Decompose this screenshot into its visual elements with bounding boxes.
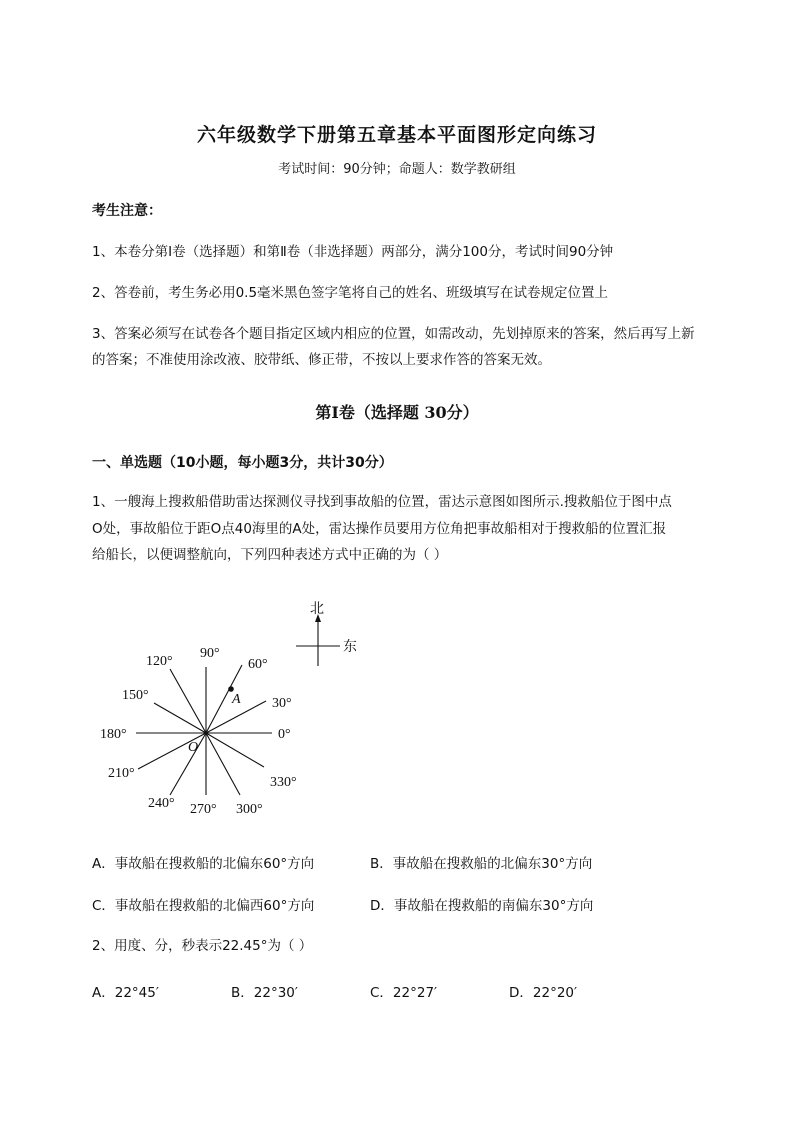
question-2-option-a: A．22°45′ <box>92 985 159 1001</box>
compass-north-label: 北 <box>310 601 324 617</box>
ray-120 <box>170 669 206 733</box>
exam-info: 考试时间：90分钟；命题人：数学教研组 <box>278 162 516 177</box>
section-title: 第Ⅰ卷（选择题 30分） <box>315 403 479 422</box>
question-2-option-c: C．22°27′ <box>370 985 438 1001</box>
notice-item-3-line-1: 3、答案必须写在试卷各个题目指定区域内相应的位置，如需改动，先划掉原来的答案，然后再写上新 <box>92 326 695 342</box>
notice-item-3-line-2: 的答案；不准使用涂改液、胶带纸、修正带，不按以上要求作答的答案无效。 <box>92 352 551 368</box>
notice-item-1: 1、本卷分第Ⅰ卷（选择题）和第Ⅱ卷（非选择题）两部分，满分100分，考试时间90分钟 <box>92 244 614 260</box>
compass-indicator <box>290 600 370 670</box>
label-60: 60° <box>248 657 268 672</box>
ray-150 <box>154 703 206 733</box>
page-title: 六年级数学下册第五章基本平面图形定向练习 <box>196 124 597 146</box>
notice-heading: 考生注意： <box>92 203 162 219</box>
question-1-option-a: A．事故船在搜救船的北偏东60°方向 <box>92 856 315 872</box>
question-2-option-d: D．22°20′ <box>509 985 578 1001</box>
notice-item-2: 2、答卷前，考生务必用0.5毫米黑色签字笔将自己的姓名、班级填写在试卷规定位置上 <box>92 285 609 301</box>
label-330: 330° <box>270 775 297 790</box>
label-210: 210° <box>108 766 135 781</box>
label-120: 120° <box>146 654 173 669</box>
label-150: 150° <box>122 688 149 703</box>
label-90: 90° <box>200 646 220 661</box>
question-1-line-3: 给船长，以便调整航向，下列四种表述方式中正确的为（ ） <box>92 547 448 563</box>
label-point-o: O <box>188 740 199 755</box>
label-270: 270° <box>190 802 217 817</box>
label-240: 240° <box>148 796 175 811</box>
question-2-option-b: B．22°30′ <box>231 985 298 1001</box>
compass-east-label: 东 <box>343 639 357 655</box>
label-30: 30° <box>272 696 292 711</box>
question-1-option-c: C．事故船在搜救船的北偏西60°方向 <box>92 898 315 914</box>
label-point-a: A <box>232 692 241 707</box>
part-heading: 一、单选题（10小题，每小题3分，共计30分） <box>92 455 393 471</box>
ray-300 <box>206 733 240 795</box>
label-300: 300° <box>236 802 263 817</box>
question-1-line-1: 1、一艘海上搜救船借助雷达探测仪寻找到事故船的位置，雷达示意图如图所示.搜救船位于图中点 <box>92 494 672 510</box>
point-a-marker <box>228 686 234 692</box>
question-1-line-2: O处，事故船位于距O点40海里的A处，雷达操作员要用方位角把事故船相对于搜救船的位置汇报 <box>92 521 667 537</box>
question-1-option-b: B．事故船在搜救船的北偏东30°方向 <box>370 856 593 872</box>
question-2-stem: 2、用度、分，秒表示22.45°为（ ） <box>92 938 313 954</box>
label-180: 180° <box>100 727 127 742</box>
label-0: 0° <box>278 727 291 742</box>
question-1-option-d: D．事故船在搜救船的南偏东30°方向 <box>370 898 594 914</box>
